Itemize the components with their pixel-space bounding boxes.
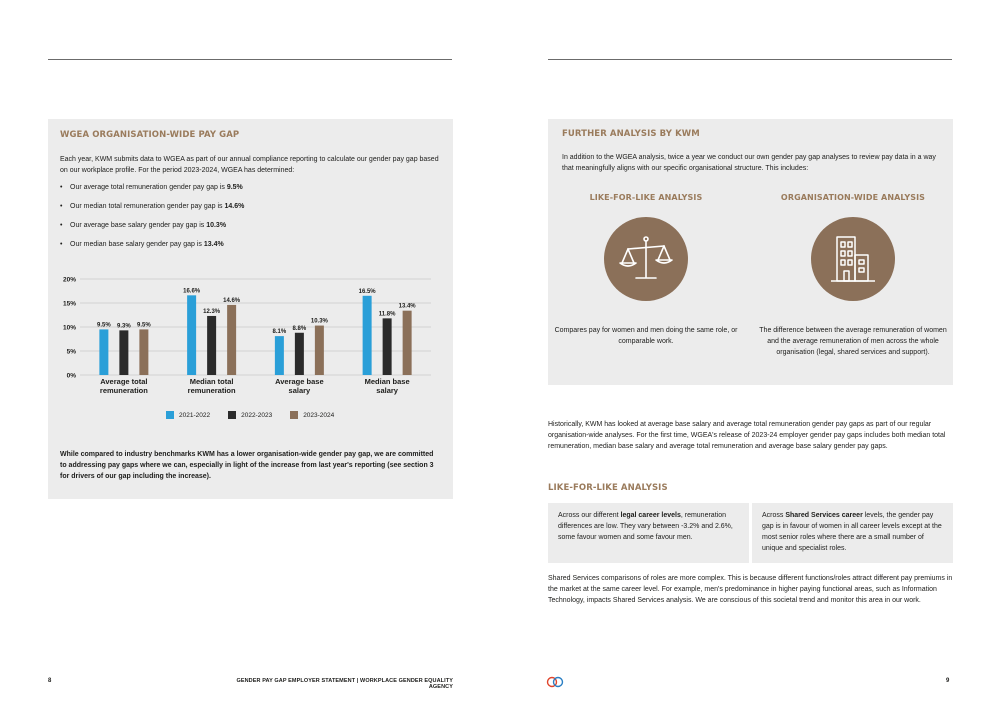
- x-tick-label: Average total: [100, 377, 148, 386]
- building-icon: [811, 217, 895, 301]
- data-label: 8.8%: [292, 325, 307, 332]
- bar: [227, 305, 236, 375]
- legend-swatch: [290, 411, 298, 419]
- bar: [383, 318, 392, 375]
- data-label: 11.8%: [378, 311, 396, 318]
- legend-swatch: [228, 411, 236, 419]
- panel-intro: Each year, KWM submits data to WGEA as part of our annual compliance reporting to calculate our gender pay gap based on our workplace profile. For the period 2023-2024, WGEA has determined:: [60, 156, 439, 174]
- like-for-like-caption: Compares pay for women and men doing the same role, or comparable work.: [554, 327, 738, 345]
- y-tick-label: 20%: [62, 276, 76, 284]
- data-label: 9.5%: [97, 322, 111, 329]
- top-rule-left: [48, 59, 452, 60]
- bullet-item: • Our average base salary gender pay gap is 10.3%: [60, 220, 440, 231]
- bar: [99, 329, 108, 375]
- legal-career-box: Across our different legal career levels, remuneration differences are low. They vary between -3.2% and 2.6%, some favour women and some favour men.: [548, 503, 749, 563]
- bar: [119, 330, 128, 375]
- x-tick-label: salary: [288, 386, 311, 395]
- y-tick-label: 0%: [66, 372, 76, 380]
- x-tick-label: Average base: [275, 377, 324, 386]
- x-tick-label: Median total: [189, 377, 234, 386]
- pay-gap-bar-chart: [48, 269, 453, 409]
- y-tick-label: 5%: [66, 348, 76, 356]
- panel-conclusion: While compared to industry benchmarks KWM has a lower organisation-wide gender pay gap, we are committed to addressing pay gaps where we can, especially in light of the increase from last year's reporting (see section 3 for drivers of our gap including the increase).: [60, 451, 434, 480]
- bullet-item: • Our average total remuneration gender pay gap is 9.5%: [60, 182, 440, 193]
- like-for-like-title: LIKE-FOR-LIKE ANALYSIS: [589, 193, 703, 202]
- shared-services-box: Across Shared Services career levels, the gender pay gap is in favour of women in all career levels except at the most senior roles where there are a small number of unique and specialist roles.: [752, 503, 953, 563]
- y-tick-label: 10%: [62, 324, 76, 332]
- x-tick-label: remuneration: [99, 386, 148, 395]
- bullet-item: • Our median base salary gender pay gap is 13.4%: [60, 239, 440, 250]
- history-paragraph: Historically, KWM has looked at average base salary and average total remuneration gender pay gaps as part of our regular organisation-wide analyses. For the first time, WGEA's release of 2023-24 employer gender pay gaps includes both median total remuneration, median base salary and average total remuneration and average base salary gender pay gaps.: [548, 421, 946, 450]
- x-tick-label: salary: [376, 386, 398, 395]
- scales-icon: [604, 217, 688, 301]
- bar: [295, 333, 304, 375]
- x-tick-label: remuneration: [187, 386, 236, 395]
- legend-swatch: [166, 411, 174, 419]
- data-label: 14.6%: [223, 297, 241, 304]
- org-wide-circle: [811, 217, 895, 301]
- bar: [187, 295, 196, 375]
- page-number-left: 8: [48, 678, 52, 684]
- legend-item: 2021-2022: [166, 411, 210, 419]
- data-label: 9.3%: [117, 323, 131, 330]
- kwm-logo-icon: [546, 676, 564, 688]
- legend-item: 2022-2023: [228, 411, 272, 419]
- bar: [403, 311, 412, 375]
- y-tick-label: 15%: [62, 300, 76, 308]
- bar: [139, 329, 148, 375]
- data-label: 16.5%: [358, 288, 376, 295]
- data-label: 13.4%: [398, 303, 416, 310]
- data-label: 8.1%: [272, 329, 287, 336]
- bullet-item: • Our median total remuneration gender pay gap is 14.6%: [60, 201, 440, 212]
- page-number-right: 9: [946, 678, 950, 684]
- panel-heading: FURTHER ANALYSIS BY KWM: [562, 129, 700, 139]
- panel-intro: In addition to the WGEA analysis, twice a year we conduct our own gender pay gap analyses to review pay data in a way that meaningfully aligns with our specific organisational structure. This includes:: [562, 154, 936, 172]
- further-analysis-panel: [548, 119, 953, 385]
- data-label: 9.5%: [137, 322, 151, 329]
- panel-heading: WGEA ORGANISATION-WIDE PAY GAP: [60, 130, 240, 140]
- like-for-like-heading: LIKE-FOR-LIKE ANALYSIS: [548, 483, 668, 493]
- org-wide-title: ORGANISATION-WIDE ANALYSIS: [780, 193, 926, 202]
- data-label: 10.3%: [310, 318, 328, 325]
- x-tick-label: Median base: [364, 377, 410, 386]
- bar: [315, 326, 324, 375]
- data-label: 16.6%: [183, 288, 201, 295]
- top-rule-right: [548, 59, 952, 60]
- bar: [363, 296, 372, 375]
- org-wide-caption: The difference between the average remuneration of women and the average remuneration of men across the whole organisation (legal, shared services and support).: [759, 327, 947, 356]
- pay-gap-bullets: [60, 182, 440, 258]
- wgea-pay-gap-panel: [48, 119, 453, 499]
- legend-item: 2023-2024: [290, 411, 334, 419]
- shared-services-paragraph: Shared Services comparisons of roles are more complex. This is because different functions/roles attract different pay premiums in the market at the same career level. For example, men's predominance in higher paying functional areas, such as Information Technology, impacts Shared Services analysis. We are conscious of this societal trend and monitor this area in our work.: [548, 575, 953, 604]
- data-label: 12.3%: [203, 308, 221, 315]
- career-level-boxes: [548, 503, 953, 563]
- bar: [207, 316, 216, 375]
- footer-title: GENDER PAY GAP EMPLOYER STATEMENT | WORKPLACE GENDER EQUALITY AGENCY: [236, 678, 453, 690]
- like-for-like-circle: [604, 217, 688, 301]
- chart-legend: [166, 411, 334, 419]
- bar: [275, 336, 284, 375]
